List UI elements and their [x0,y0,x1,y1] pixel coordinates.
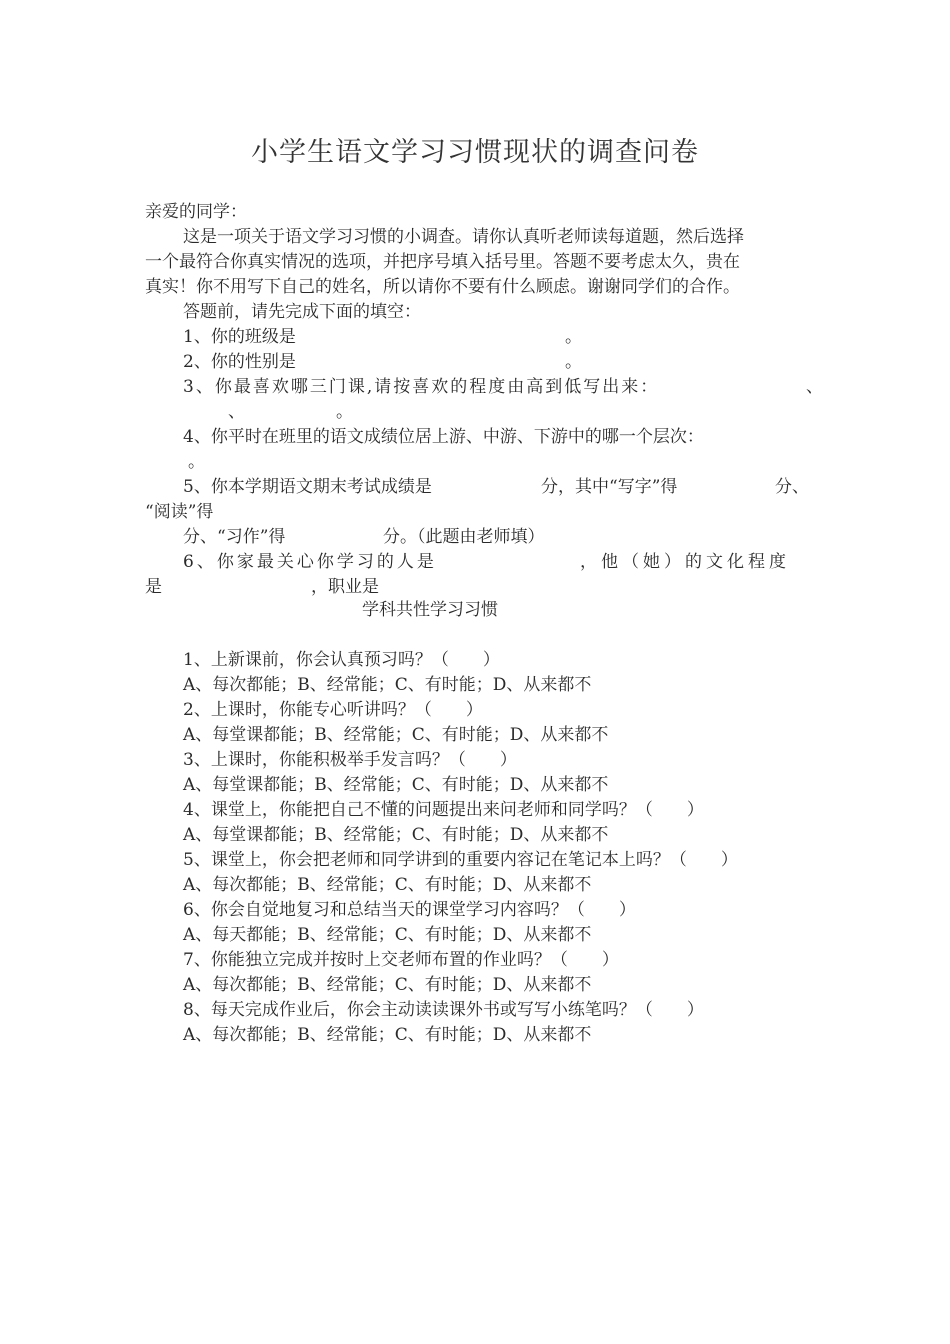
document-title: 小学生语文学习习惯现状的调查问卷 [251,137,699,168]
prefill-q5-c: 分、 [775,477,809,497]
options-8: A、每次都能；B、经常能；C、有时能；D、从来都不 [183,1025,592,1045]
options-5: A、每次都能；B、经常能；C、有时能；D、从来都不 [183,875,592,895]
prefill-q6-d: ，职业是 [311,577,379,597]
question-1: 1、上新课前，你会认真预习吗？（ ） [183,650,500,670]
prefill-q2: 2、你的性别是 [183,352,296,372]
prefill-q5-f: 分。（此题由老师填） [383,527,545,547]
prefill-q5-d: “阅读”得 [145,502,214,522]
options-1: A、每次都能；B、经常能；C、有时能；D、从来都不 [183,675,592,695]
intro-line-3: 真实！你不用写下自己的姓名，所以请你不要有什么顾虑。谢谢同学们的合作。 [145,277,740,297]
question-6: 6、你会自觉地复习和总结当天的课堂学习内容吗？（ ） [183,900,636,920]
question-8: 8、每天完成作业后，你会主动读读课外书或写写小练笔吗？（ ） [183,1000,704,1020]
prefill-q1-end: 。 [565,327,582,347]
question-3: 3、上课时，你能积极举手发言吗？（ ） [183,750,517,770]
prefill-q6-b: ，他（她）的文化程度 [580,552,790,572]
prefill-q3-sep1: 、 [806,377,823,397]
options-2: A、每堂课都能；B、经常能；C、有时能；D、从来都不 [183,725,609,745]
options-6: A、每天都能；B、经常能；C、有时能；D、从来都不 [183,925,592,945]
prefill-q3-end: 。 [336,402,353,422]
prefill-q6-c: 是 [145,577,162,597]
question-7: 7、你能独立完成并按时上交老师布置的作业吗？（ ） [183,950,619,970]
section-title: 学科共性学习习惯 [362,600,498,620]
prefill-q4: 4、你平时在班里的语文成绩位居上游、中游、下游中的哪一个层次： [183,427,704,447]
intro-line-2: 一个最符合你真实情况的选项，并把序号填入括号里。答题不要考虑太久，贵在 [145,252,740,272]
question-5: 5、课堂上，你会把老师和同学讲到的重要内容记在笔记本上吗？（ ） [183,850,738,870]
prefill-q3-sep2: 、 [228,402,245,422]
question-4: 4、课堂上，你能把自己不懂的问题提出来问老师和同学吗？（ ） [183,800,704,820]
options-7: A、每次都能；B、经常能；C、有时能；D、从来都不 [183,975,592,995]
prefill-q5-a: 5、你本学期语文期末考试成绩是 [183,477,432,497]
prefill-q3: 3、你最喜欢哪三门课,请按喜欢的程度由高到低写出来： [183,377,660,397]
prefill-q1: 1、你的班级是 [183,327,296,347]
intro-line-1: 这是一项关于语文学习习惯的小调查。请你认真听老师读每道题，然后选择 [183,227,744,247]
greeting: 亲爱的同学： [145,202,247,222]
options-4: A、每堂课都能；B、经常能；C、有时能；D、从来都不 [183,825,609,845]
prefill-lead: 答题前，请先完成下面的填空： [183,302,421,322]
options-3: A、每堂课都能；B、经常能；C、有时能；D、从来都不 [183,775,609,795]
prefill-q5-e: 分、“习作”得 [183,527,286,547]
prefill-q6-a: 6、你家最关心你学习的人是 [183,552,437,572]
prefill-q2-end: 。 [565,352,582,372]
prefill-q4-end: 。 [188,452,205,472]
question-2: 2、上课时，你能专心听讲吗？（ ） [183,700,483,720]
prefill-q5-b: 分，其中“写字”得 [541,477,678,497]
